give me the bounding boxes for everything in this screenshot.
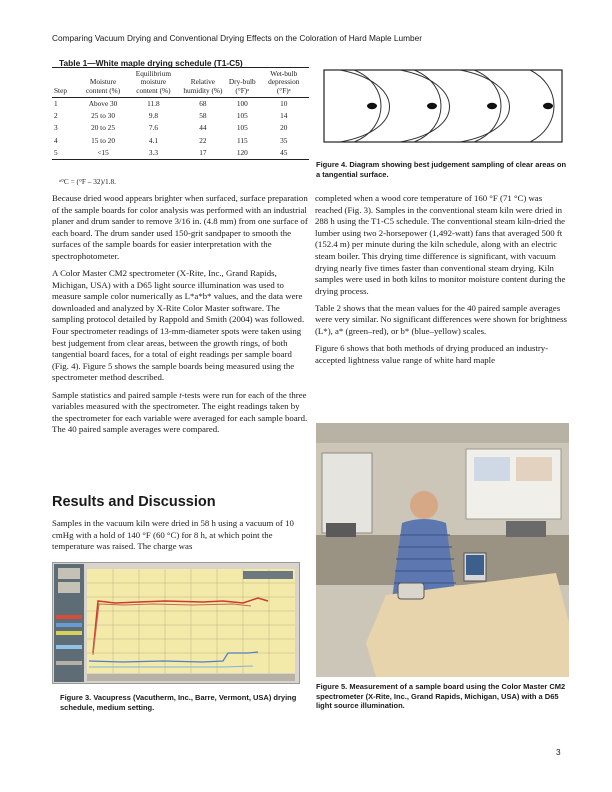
table-cell: 11.8	[147, 98, 160, 108]
poster-panel	[474, 457, 510, 481]
table-row	[52, 122, 309, 134]
table-cell: 115	[236, 135, 248, 145]
table-cell: 35	[280, 135, 288, 145]
legend-swatch	[56, 661, 82, 665]
table-cell: 44	[199, 123, 207, 133]
status-bar	[243, 571, 293, 579]
paragraph: completed when a wood core temperature of 160 °F (71 °C) was reached (Fig. 3). Samples in the conventional steam kiln were dried in 288 h using the T1-C5 schedule. The conventional steam kiln-dried the lumber using two 2-horsepower (1,492-watt) fans that averaged 500 ft (152.4 m) per minute during the kiln schedule, along with an electric steam boiler. This drying time difference is significant, with vacuum drying nearly five times faster than conventional steam drying. Kiln samples were used in both kilns to monitor moisture content during the drying process.	[315, 193, 566, 296]
sample-spot	[367, 103, 377, 109]
paragraph: A Color Master CM2 spectrometer (X-Rite, Inc., Grand Rapids, Michigan, USA) with a D65 light source illumination was used to measure sample color numerically as L*a*b* values, and the data were downloaded and analyzed by X-Rite Color Master software. The sampling protocol detailed by Rappold and Smith (2004) was followed. Four spectrometer readings of 13-mm-diameter spots were taken using best judgement from clear areas, between the growth rings, of both tangential board faces, for a total of eight readings per sample board (Fig. 4). Figure 5 shows the sample boards being measured using the spectrometer method described.	[52, 268, 305, 383]
table-cell: 58	[199, 111, 207, 121]
table-cell: 4.1	[148, 135, 158, 145]
page-number: 3	[556, 747, 561, 757]
table-cell: 105	[236, 123, 248, 133]
table-cell: 120	[226, 147, 258, 160]
table-cell: 25 to 30	[91, 111, 115, 121]
paragraph: Figure 6 shows that both methods of drying produced an industry-accepted lightness value range of white hard maple	[315, 343, 549, 365]
column-header: Step	[52, 68, 79, 97]
table-cell: 5	[52, 147, 79, 160]
table-cell: 20 to 25	[91, 123, 115, 133]
table-cell: 14	[280, 111, 288, 121]
table-row	[52, 135, 309, 147]
table-row	[52, 97, 309, 110]
table1-footnote: ᵃ°C = (°F – 32)/1.8.	[59, 177, 116, 186]
paragraph	[52, 390, 309, 436]
whiteboard	[322, 453, 372, 533]
poster-panel	[516, 457, 552, 481]
table-cell: 105	[236, 111, 248, 121]
legend-swatch	[56, 645, 82, 649]
paragraph-text: Sample statistics and paired sample	[52, 389, 180, 400]
drying-schedule-graphic	[53, 563, 299, 683]
bench-equipment	[326, 523, 356, 537]
tangential-surface-diagram	[316, 66, 570, 146]
monitor-screen	[466, 555, 484, 575]
bench-equipment	[506, 521, 546, 537]
table-cell: 3	[54, 123, 58, 133]
table-cell: 2	[54, 111, 58, 121]
sample-spot	[487, 103, 497, 109]
spectrometer-device	[398, 583, 424, 599]
table-cell: 68	[199, 98, 207, 108]
results-paragraph	[52, 518, 309, 558]
table-cell: 22	[199, 135, 207, 145]
table-cell: 20	[280, 123, 288, 133]
paragraph: Because dried wood appears brighter when surfaced, surface preparation of the sample boards for color analysis was performed with an industrial planer and drum sander to remove 3/16 in. (4.8 mm) from one surface of each board. The drum sander used 150-grit sandpaper to smooth the surfaces of the sample boards for easier interpretation with the spectrophotometer.	[52, 193, 308, 261]
table1-title: Table 1—White maple drying schedule (T1-C5)	[59, 58, 243, 68]
column-header: Relative humidity (%)	[180, 68, 226, 97]
column-header: Moisture content (%)	[79, 68, 127, 97]
panel-button	[58, 582, 80, 593]
drying-schedule-table	[52, 68, 309, 160]
legend-swatch	[56, 623, 82, 627]
table-cell: Above 30	[88, 98, 118, 108]
table-cell: 9.8	[148, 111, 158, 121]
table-header-row	[52, 68, 309, 97]
figure-5-caption: Figure 5. Measurement of a sample board using the Color Master CM2 spectrometer (X-Rite, Inc., Grand Rapids, Michigan, USA) with a D65 light source illumination.	[316, 682, 566, 710]
table-row	[52, 147, 309, 160]
paragraph: Samples in the vacuum kiln were dried in 58 h using a vacuum of 10 cmHg with a hold of 140 °F (60 °C) for 8 h, at which point the temperature was raised. The charge was	[52, 518, 294, 552]
lab-photo-illustration	[316, 423, 569, 677]
legend-swatch	[56, 631, 82, 635]
table-cell: 1	[54, 98, 58, 108]
sample-spot	[427, 103, 437, 109]
left-column-text	[52, 193, 309, 441]
board-outline	[324, 70, 562, 142]
table-cell: 10	[280, 98, 288, 108]
legend-swatch	[56, 615, 82, 619]
table-cell: 4	[54, 135, 58, 145]
column-header: Wet-bulb depression (°F)ᵃ	[259, 68, 309, 97]
table-cell: 7.6	[148, 123, 158, 133]
figure-4-caption: Figure 4. Diagram showing best judgement sampling of clear areas on a tangential surface.	[316, 160, 567, 179]
table-cell: <15	[79, 147, 127, 160]
section-heading: Results and Discussion	[52, 494, 216, 510]
column-header: Equilibrium moisture content (%)	[127, 68, 180, 97]
italic-t: t	[179, 389, 182, 400]
figure-5-photo	[316, 423, 569, 677]
panel-button	[58, 568, 80, 579]
paragraph: Table 2 shows that the mean values for the 40 paired sample averages were very similar. No significant differences were shown for brightness (L*), a* (green–red), or b* (blue–yellow) scales.	[315, 302, 567, 337]
table-cell: 17	[180, 147, 226, 160]
table-row	[52, 110, 309, 122]
sample-spot	[543, 103, 553, 109]
figure-4-diagram	[316, 66, 570, 146]
ceiling	[316, 423, 569, 443]
figure-3-drying-schedule-image	[52, 562, 300, 684]
figure-3-caption: Figure 3. Vacupress (Vacutherm, Inc., Barre, Vermont, USA) drying schedule, medium setting.	[60, 693, 297, 712]
column-header: Dry-bulb (°F)ᵃ	[226, 68, 258, 97]
time-axis-bar	[87, 674, 295, 681]
right-column-text	[315, 193, 567, 372]
table-cell: 3.3	[127, 147, 180, 160]
table-cell: 15 to 20	[91, 135, 115, 145]
running-header: Comparing Vacuum Drying and Conventional Drying Effects on the Coloration of Hard Maple Lumber	[52, 33, 423, 43]
table-cell: 45	[259, 147, 309, 160]
person-head	[410, 491, 438, 519]
paragraph-text: -tests were run for each of the three variables measured with the spectrometer. The eight readings taken by the spectrometer for each variable were averaged for each sample board. The 40 paired sample averages were compared.	[52, 389, 308, 435]
table-cell: 100	[236, 98, 248, 108]
